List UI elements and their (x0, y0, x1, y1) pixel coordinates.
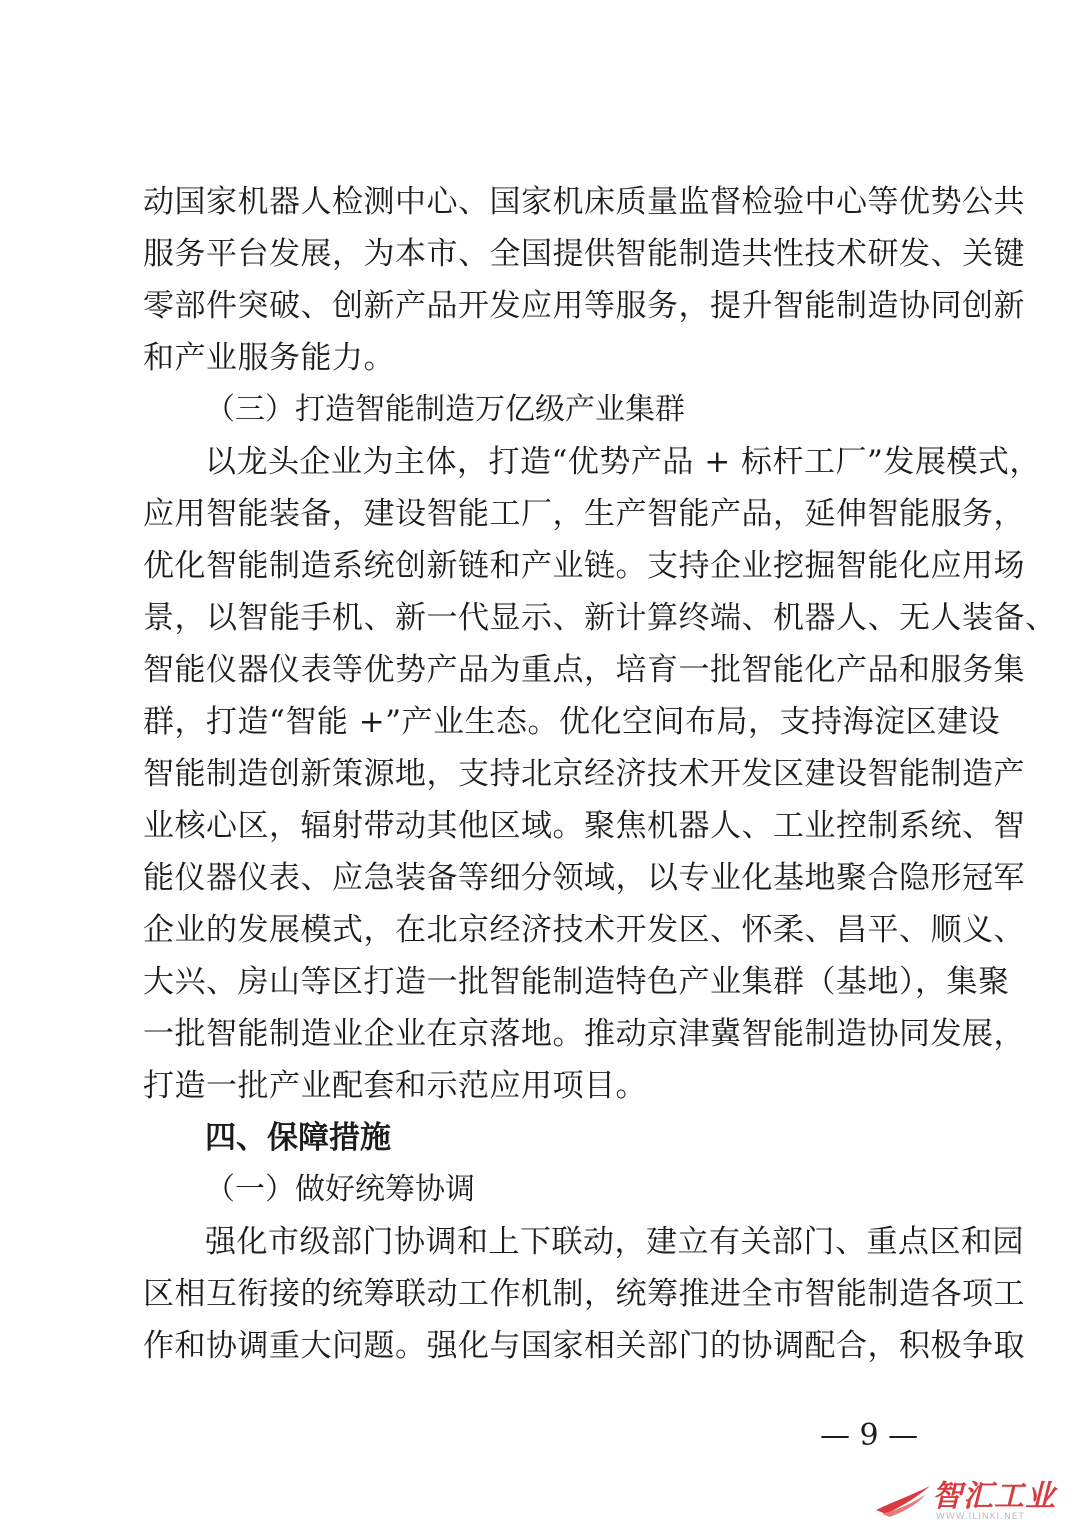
text-line: 打造一批产业配套和示范应用项目。 (143, 1068, 647, 1104)
text-line: 智能仪器仪表等优势产品为重点，培育一批智能化产品和服务集 (143, 652, 1025, 688)
subsection-heading: （三）打造智能制造万亿级产业集群 (205, 392, 685, 427)
subsection-heading: （一）做好统筹协调 (205, 1172, 475, 1207)
watermark-brand: 智汇工业 (932, 1479, 1056, 1514)
swoosh-icon (872, 1480, 932, 1520)
text-line: 强化市级部门协调和上下联动，建立有关部门、重点区和园 (205, 1224, 1024, 1260)
text-line: 服务平台发展，为本市、全国提供智能制造共性技术研发、关键 (143, 236, 1025, 272)
watermark-url: WWW.ILINKI.NET (936, 1512, 1025, 1522)
text-line: 景，以智能手机、新一代显示、新计算终端、机器人、无人装备、 (143, 600, 1057, 636)
text-line: 作和协调重大问题。强化与国家相关部门的协调配合，积极争取 (143, 1328, 1025, 1364)
section-heading: 四、保障措施 (205, 1120, 391, 1156)
text-line: 智能制造创新策源地，支持北京经济技术开发区建设智能制造产 (143, 756, 1025, 792)
text-line: 群，打造“智能 +”产业生态。优化空间布局，支持海淀区建设 (143, 704, 1001, 740)
text-line: 业核心区，辐射带动其他区域。聚焦机器人、工业控制系统、智 (143, 808, 1025, 844)
text-line: 应用智能装备，建设智能工厂，生产智能产品，延伸智能服务， (143, 496, 1025, 532)
text-line: 以龙头企业为主体，打造“优势产品 + 标杆工厂”发展模式， (205, 444, 1041, 480)
text-line: 大兴、房山等区打造一批智能制造特色产业集群（基地），集聚 (143, 964, 1010, 1000)
page-number: — 9 — (820, 1418, 919, 1453)
text-line: 区相互衔接的统筹联动工作机制，统筹推进全市智能制造各项工 (143, 1276, 1025, 1312)
text-line: 能仪器仪表、应急装备等细分领域，以专业化基地聚合隐形冠军 (143, 860, 1025, 896)
watermark-logo (872, 1480, 1072, 1524)
text-line: 和产业服务能力。 (143, 340, 395, 376)
text-line: 零部件突破、创新产品开发应用等服务，提升智能制造协同创新 (143, 288, 1025, 324)
document-body (143, 176, 1057, 1372)
text-line: 优化智能制造系统创新链和产业链。支持企业挖掘智能化应用场 (143, 548, 1025, 584)
text-line: 动国家机器人检测中心、国家机床质量监督检验中心等优势公共 (143, 184, 1025, 220)
text-line: 企业的发展模式，在北京经济技术开发区、怀柔、昌平、顺义、 (143, 912, 1025, 948)
text-line: 一批智能制造业企业在京落地。推动京津冀智能制造协同发展， (143, 1016, 1025, 1052)
